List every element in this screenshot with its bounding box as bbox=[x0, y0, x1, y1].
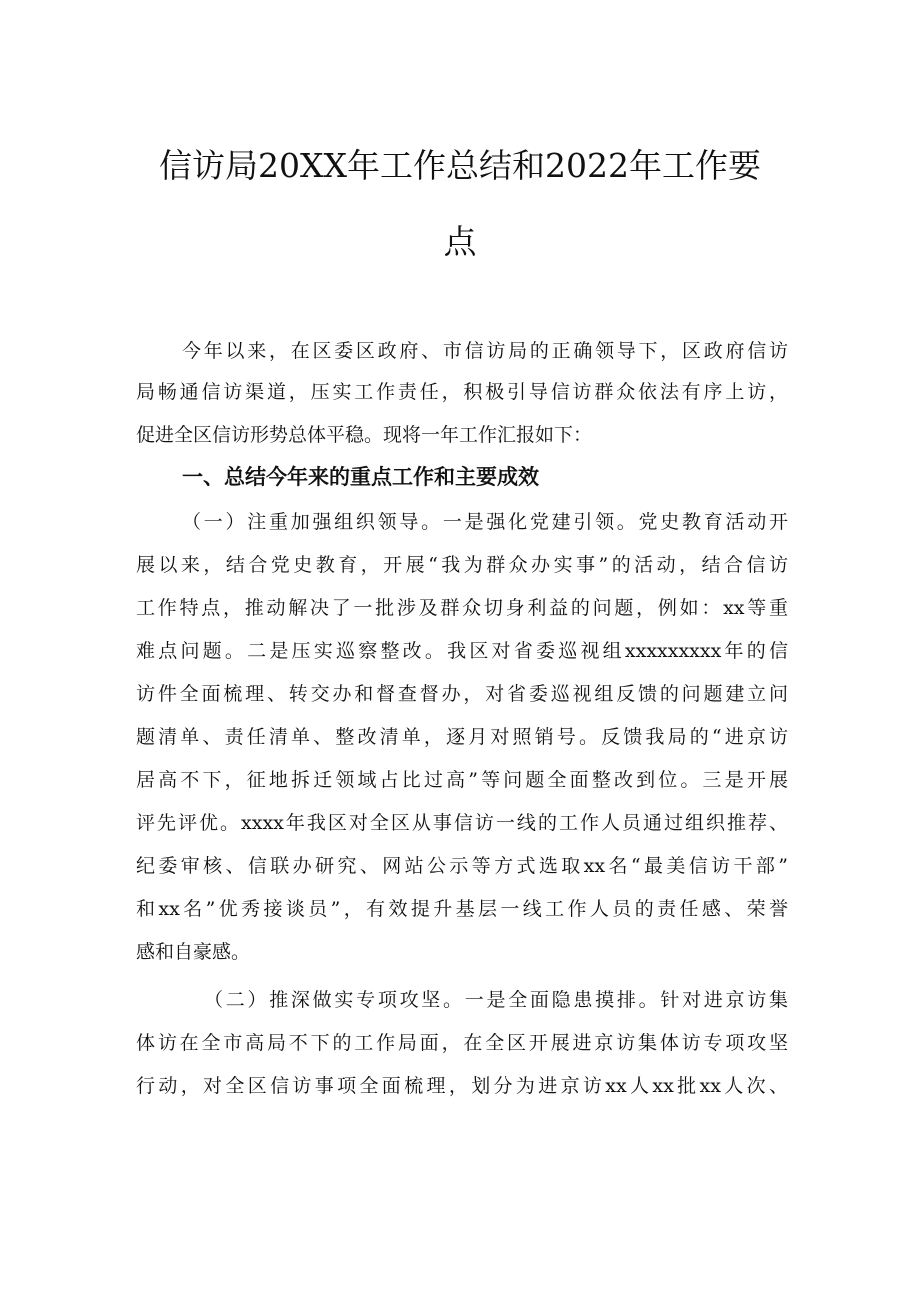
part-1-line-4: 难点问题。二是压实巡察整改。我区对省委巡视组xxxxxxxxx年的信 bbox=[136, 640, 788, 662]
part-1-line-7: 居高不下，征地拆迁领域占比过高”等问题全面整改到位。三是开展 bbox=[136, 769, 788, 791]
part-2-line-1: （二）推深做实专项攻坚。一是全面隐患摸排。针对进京访集 bbox=[204, 989, 788, 1011]
part-2-line-2: 体访在全市高局不下的工作局面，在全区开展进京访集体访专项攻坚 bbox=[136, 1032, 788, 1054]
part-1-line-3: 工作特点，推动解决了一批涉及群众切身利益的问题，例如：xx等重 bbox=[136, 597, 788, 619]
part-1-line-9: 纪委审核、信联办研究、网站公示等方式选取xx名“最美信访干部” bbox=[136, 855, 788, 877]
intro-line-1: 今年以来，在区委区政府、市信访局的正确领导下，区政府信访 bbox=[182, 340, 788, 362]
part-1-line-1: （一）注重加强组织领导。一是强化党建引领。党史教育活动开 bbox=[182, 511, 788, 533]
part-2-line-3: 行动，对全区信访事项全面梳理，划分为进京访xx人xx批xx人次、 bbox=[136, 1075, 788, 1097]
document-title-line-1: 信访局20XX年工作总结和2022年工作要 bbox=[159, 146, 761, 185]
intro-line-3: 促进全区信访形势总体平稳。现将一年工作汇报如下： bbox=[136, 424, 593, 446]
part-1-line-5: 访件全面梳理、转交办和督查督办，对省委巡视组反馈的问题建立问 bbox=[136, 683, 788, 705]
part-1-line-6: 题清单、责任清单、整改清单，逐月对照销号。反馈我局的“进京访 bbox=[136, 726, 788, 748]
intro-line-2: 局畅通信访渠道，压实工作责任，积极引导信访群众依法有序上访， bbox=[136, 381, 788, 403]
part-1-line-2: 展以来，结合党史教育，开展“我为群众办实事”的活动，结合信访 bbox=[136, 554, 788, 576]
part-1-line-8: 评先评优。xxxx年我区对全区从事信访一线的工作人员通过组织推荐、 bbox=[136, 812, 788, 834]
section-1-heading: 一、总结今年来的重点工作和主要成效 bbox=[182, 465, 539, 489]
part-1-line-10: 和xx名”优秀接谈员”，有效提升基层一线工作人员的责任感、荣誉 bbox=[136, 898, 788, 920]
part-1-line-11: 感和自豪感。 bbox=[136, 941, 251, 963]
document-title-line-2: 点 bbox=[443, 222, 477, 261]
